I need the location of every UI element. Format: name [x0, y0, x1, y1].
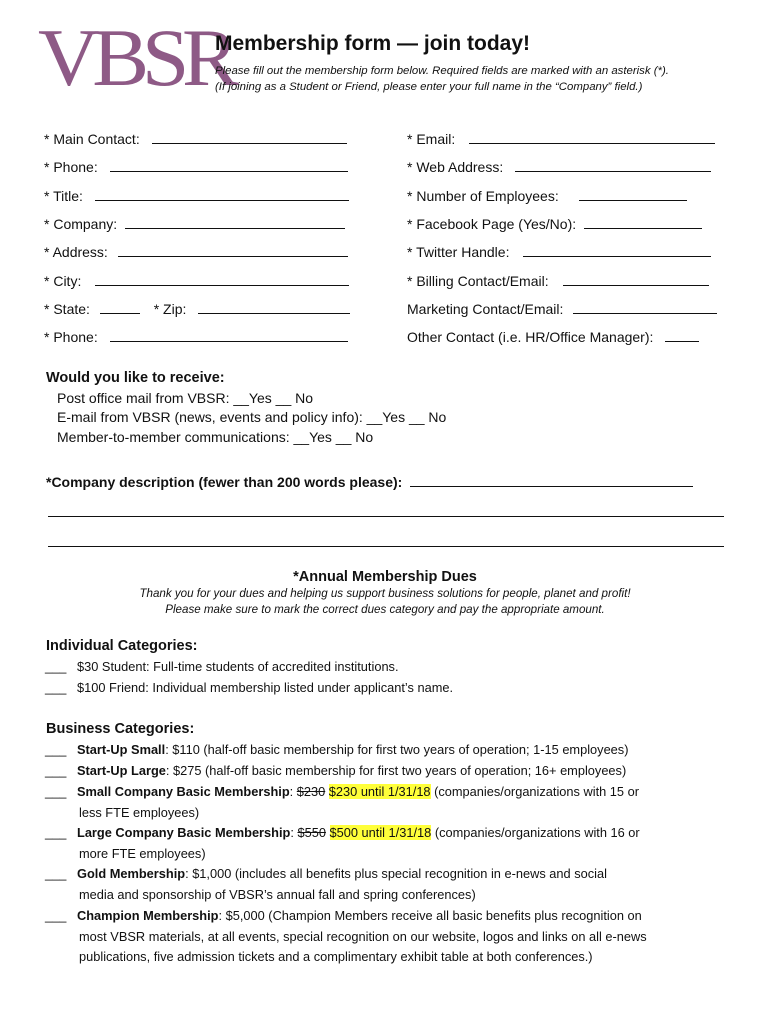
- web-address-field[interactable]: [407, 158, 711, 176]
- small-company-item[interactable]: ___ Small Company Basic Membership: $230 $230 until 1/31/18 (companies/organizations with 15 or less FTE employees): [45, 782, 745, 823]
- category-text-cont: less FTE employees): [79, 804, 200, 820]
- old-price: $550: [297, 825, 326, 840]
- sale-price-highlight: $230 until 1/31/18: [328, 784, 431, 799]
- state-zip-field[interactable]: [44, 300, 350, 318]
- checkbox-blank[interactable]: ___: [45, 784, 67, 799]
- intro-line-2: (If joining as a Student or Friend, please enter your full name in the “Company” field.): [215, 80, 643, 93]
- checkbox-blank[interactable]: ___: [45, 908, 67, 923]
- receive-email-option[interactable]: E-mail from VBSR (news, events and policy info): __Yes __ No: [57, 409, 447, 425]
- other-contact-label: Other Contact (i.e. HR/Office Manager):: [407, 329, 654, 345]
- category-text: (companies/organizations with 16 or: [431, 825, 640, 840]
- receive-m2m-option[interactable]: Member-to-member communications: __Yes __ No: [57, 429, 374, 445]
- company-description-label: *Company description (fewer than 200 words please):: [46, 474, 403, 490]
- title-label: * Title:: [44, 188, 83, 204]
- facebook-label: * Facebook Page (Yes/No):: [407, 216, 577, 232]
- dues-title: *Annual Membership Dues: [293, 569, 477, 585]
- receive-heading: Would you like to receive:: [46, 370, 225, 386]
- friend-text: $100 Friend: Individual membership listed under applicant’s name.: [77, 680, 454, 695]
- employees-field[interactable]: [407, 187, 687, 205]
- intro-text: [215, 64, 760, 95]
- category-name: Start-Up Small: [77, 742, 166, 757]
- startup-small-item[interactable]: [45, 740, 745, 760]
- category-text-cont: media and sponsorship of VBSR’s annual fall and spring conferences): [79, 886, 476, 902]
- category-text: (companies/organizations with 15 or: [430, 784, 639, 799]
- business-heading: Business Categories:: [46, 721, 195, 737]
- marketing-contact-field[interactable]: [407, 300, 717, 318]
- old-price: $230: [296, 784, 326, 799]
- category-text: : $275 (half-off basic membership for first two years of operation; 16+ employees): [165, 763, 627, 778]
- champion-membership-item[interactable]: [45, 906, 745, 968]
- gold-membership-item[interactable]: [45, 864, 745, 905]
- checkbox-blank[interactable]: ___: [45, 742, 67, 757]
- state-label: * State:: [44, 301, 90, 317]
- category-text-cont: most VBSR materials, at all events, special recognition on our website, logos and links on all e-news: [79, 928, 647, 944]
- company-description-field[interactable]: [46, 473, 693, 491]
- address-label: * Address:: [44, 244, 108, 260]
- phone-2-label: * Phone:: [44, 329, 98, 345]
- vbsr-logo: VBSR: [38, 12, 232, 103]
- employees-label: * Number of Employees:: [407, 188, 559, 204]
- main-contact-label: * Main Contact:: [44, 131, 140, 147]
- address-field[interactable]: [44, 243, 348, 261]
- dues-subtitle-1: Thank you for your dues and helping us support business solutions for people, planet and profit!: [139, 587, 631, 600]
- category-text: : $110 (half-off basic membership for first two years of operation; 1-15 employees): [165, 742, 629, 757]
- description-line-1[interactable]: [48, 516, 724, 517]
- category-name: Gold Membership: [77, 866, 186, 881]
- description-line-2[interactable]: [48, 546, 724, 547]
- dues-subtitle-2: Please make sure to mark the correct dues category and pay the appropriate amount.: [165, 603, 605, 616]
- checkbox-blank[interactable]: ___: [45, 680, 67, 695]
- checkbox-blank[interactable]: ___: [45, 659, 67, 674]
- category-text-cont: more FTE employees): [79, 845, 206, 861]
- billing-contact-label: * Billing Contact/Email:: [407, 273, 549, 289]
- phone-field[interactable]: [44, 158, 348, 176]
- checkbox-blank[interactable]: ___: [45, 866, 67, 881]
- individual-student-item[interactable]: [45, 657, 745, 677]
- category-text: : $5,000 (Champion Members receive all basic benefits plus recognition on: [218, 908, 642, 923]
- large-company-item[interactable]: ___ Large Company Basic Membership: $550 $500 until 1/31/18 (companies/organizations with 16 or more FTE employees): [45, 823, 745, 864]
- individual-friend-item[interactable]: [45, 678, 745, 698]
- phone-2-field[interactable]: [44, 328, 348, 346]
- city-field[interactable]: [44, 272, 349, 290]
- facebook-field[interactable]: [407, 215, 702, 233]
- other-contact-field[interactable]: [407, 328, 699, 346]
- marketing-contact-label: Marketing Contact/Email:: [407, 301, 564, 317]
- web-address-label: * Web Address:: [407, 159, 504, 175]
- category-name: Small Company Basic Membership: [77, 784, 290, 799]
- individual-heading: Individual Categories:: [46, 638, 198, 654]
- billing-contact-field[interactable]: [407, 272, 709, 290]
- checkbox-blank[interactable]: ___: [45, 825, 67, 840]
- page-title: Membership form — join today!: [215, 32, 531, 55]
- student-text: $30 Student: Full-time students of accredited institutions.: [77, 659, 399, 674]
- city-label: * City:: [44, 273, 82, 289]
- category-text-cont: publications, five admission tickets and a complimentary exhibit table at both conferences.): [79, 949, 593, 964]
- category-name: Large Company Basic Membership: [77, 825, 291, 840]
- company-field[interactable]: [44, 215, 345, 233]
- email-label: * Email:: [407, 131, 456, 147]
- receive-mail-option[interactable]: Post office mail from VBSR: __Yes __ No: [57, 390, 314, 406]
- company-label: * Company:: [44, 216, 118, 232]
- phone-label: * Phone:: [44, 159, 98, 175]
- startup-large-item[interactable]: [45, 761, 745, 781]
- intro-line-1: Please fill out the membership form below. Required fields are marked with an asterisk (*).: [215, 65, 669, 77]
- main-contact-field[interactable]: [44, 130, 347, 148]
- title-field[interactable]: [44, 187, 349, 205]
- email-field[interactable]: [407, 130, 715, 148]
- category-name: Champion Membership: [77, 908, 219, 923]
- sale-price-highlight: $500 until 1/31/18: [329, 825, 432, 840]
- category-name: Start-Up Large: [77, 763, 166, 778]
- twitter-field[interactable]: [407, 243, 711, 261]
- checkbox-blank[interactable]: ___: [45, 763, 67, 778]
- twitter-label: * Twitter Handle:: [407, 244, 510, 260]
- zip-label: * Zip:: [153, 301, 187, 317]
- category-text: : $1,000 (includes all benefits plus special recognition in e-news and social: [185, 866, 607, 881]
